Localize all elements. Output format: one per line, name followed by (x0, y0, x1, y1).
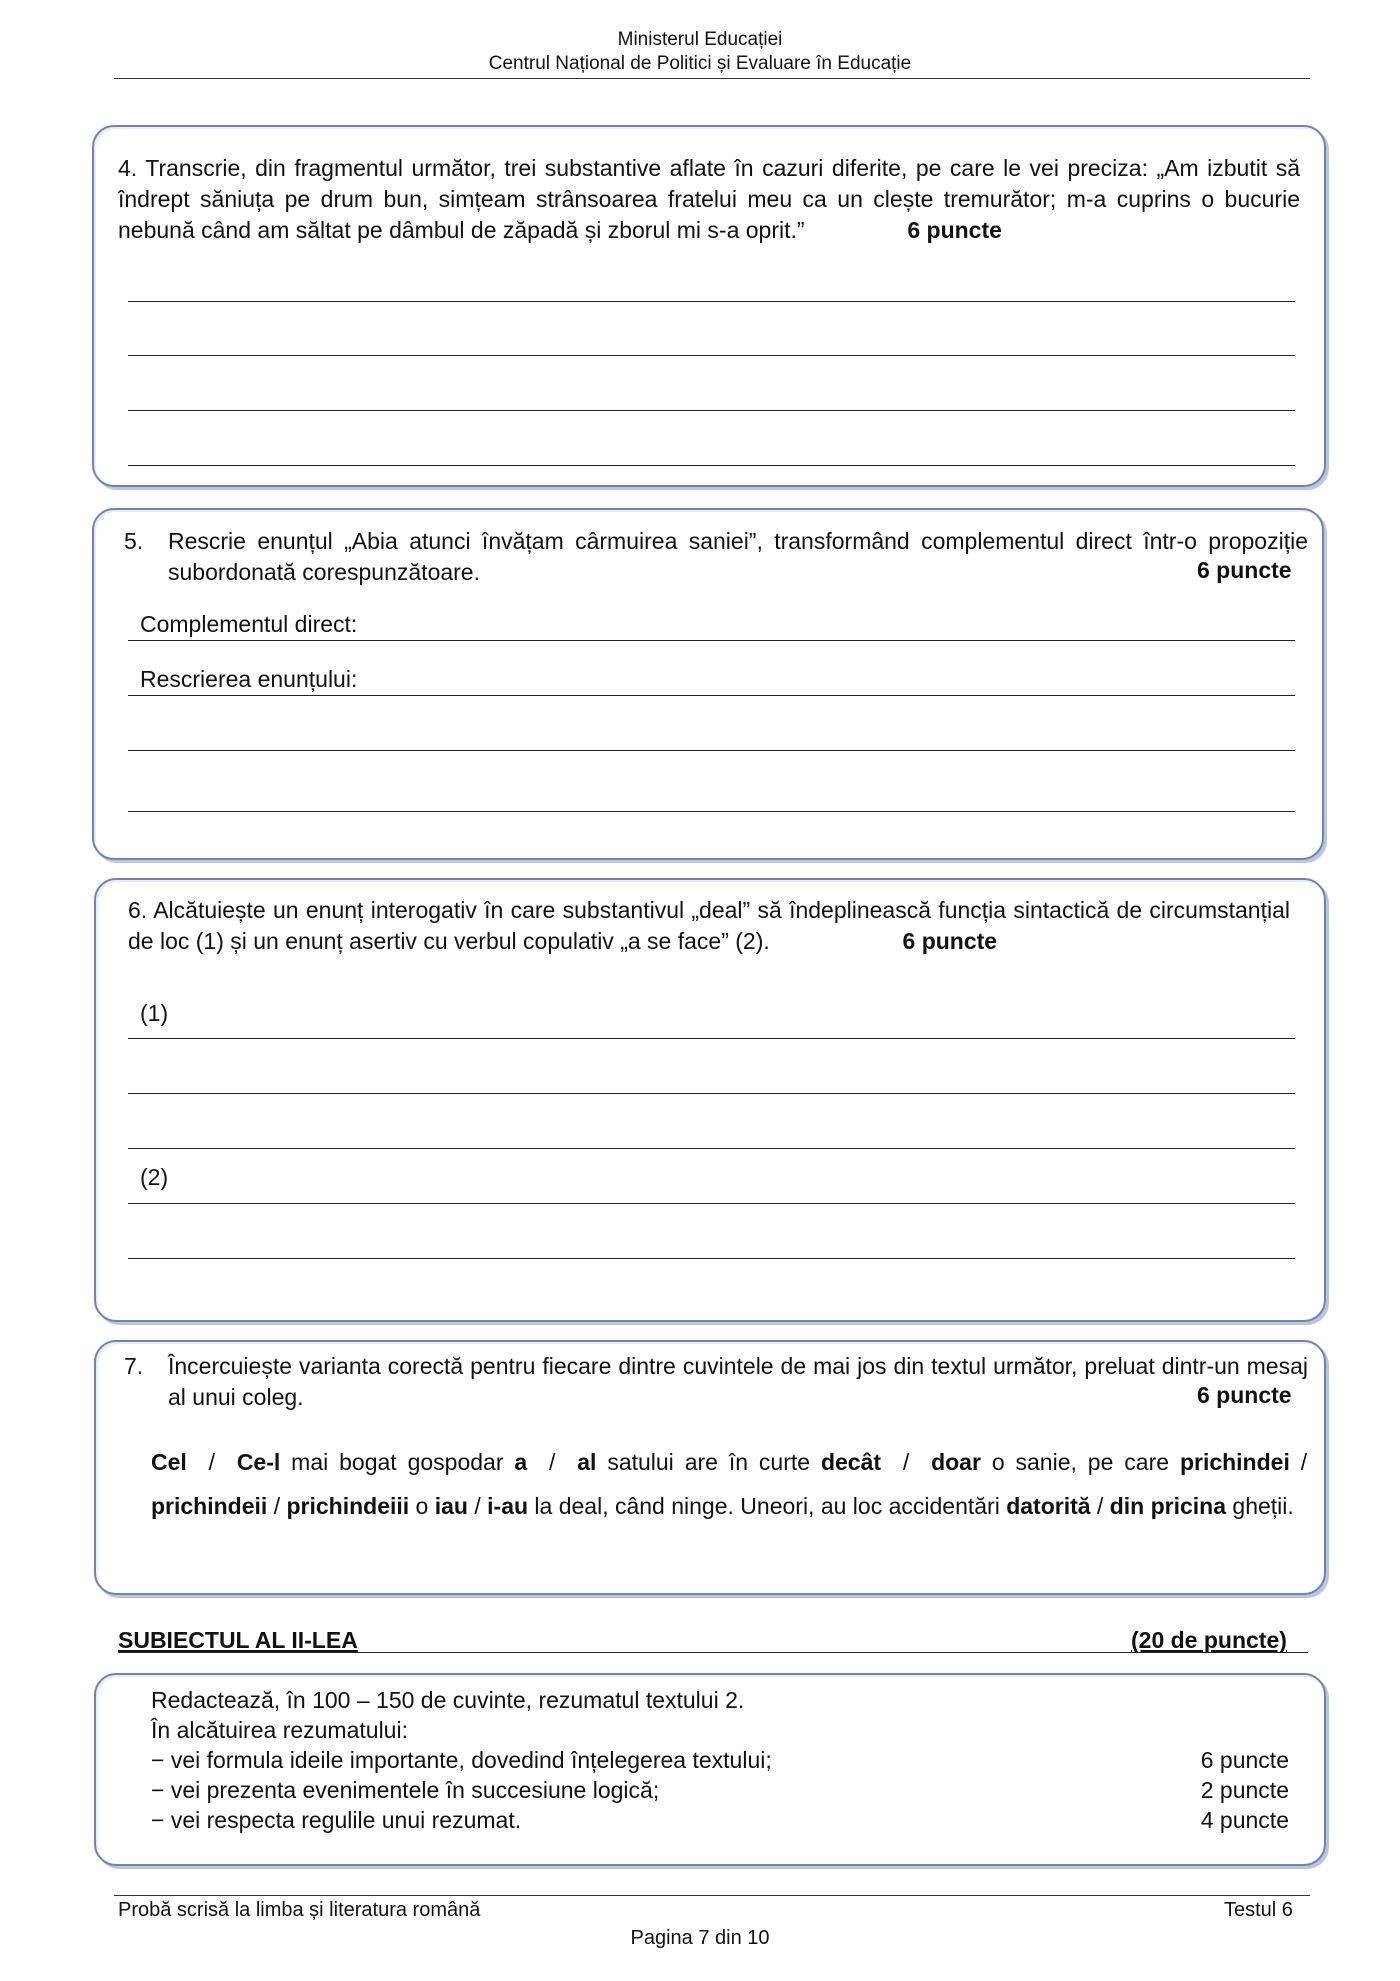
answer-line[interactable] (128, 1148, 1295, 1149)
choice-option[interactable]: a (514, 1449, 528, 1475)
choice-option[interactable]: iau (434, 1493, 468, 1519)
answer-line[interactable] (128, 410, 1295, 411)
answer-line[interactable] (128, 1093, 1295, 1094)
summary-task (151, 1685, 1289, 1835)
answer-line[interactable] (128, 1258, 1295, 1259)
answer-line[interactable] (128, 301, 1295, 302)
choice-option[interactable]: prichindeiii (286, 1493, 410, 1519)
question-4-text: 4. Transcrie, din fragmentul următor, trei substantive aflate în cazuri diferite, pe care le vei preciza: „Am izbutit să îndrept săniuța pe drum bun, simțeam strânsoarea fratelui meu ca un clește tremurător; m-a cuprins o bucurie nebună când am săltat pe dâmbul de zăpadă și zborul mi s-a oprit.” 6 puncte (118, 155, 1300, 243)
question-5-points: 6 puncte (1197, 557, 1292, 583)
choice-option[interactable]: prichindeii (151, 1493, 268, 1519)
choice-option[interactable]: i-au (487, 1493, 529, 1519)
choice-passage: Cel / Ce-l mai bogat gospodar a / al satului are în curte decât / doar o sanie, pe care prichindei / prichindeii / prichindeiii o iau / i-au la deal, când ninge. Uneori, au loc accidentări datorită / din pricina gheții. (151, 1449, 1308, 1519)
requirement-points: 2 puncte (1200, 1777, 1289, 1803)
answer-line[interactable] (128, 695, 1295, 696)
footer-rule (114, 1895, 1310, 1896)
question-7-number: 7. (124, 1353, 144, 1379)
requirement-points: 6 puncte (1200, 1747, 1289, 1773)
question-6-points: 6 puncte (902, 928, 998, 954)
rewrite-label: Rescrierea enunțului: (140, 666, 358, 692)
requirement-item: − vei respecta regulile unui rezumat. 4 puncte (151, 1807, 1289, 1833)
subject-2-points: (20 de puncte) (1131, 1627, 1287, 1653)
choice-option[interactable]: din pricina (1109, 1493, 1227, 1519)
choice-option[interactable]: doar (931, 1449, 981, 1475)
answer-line[interactable] (128, 1038, 1295, 1039)
answer-line[interactable] (128, 465, 1295, 466)
requirement-item: − vei formula ideile importante, dovedind înțelegerea textului; 6 puncte (151, 1747, 1289, 1773)
direct-object-label: Complementul direct: (140, 611, 358, 637)
center-name: Centrul Național de Politici și Evaluare în Educație (488, 53, 912, 74)
question-7-points: 6 puncte (1197, 1382, 1292, 1408)
choice-option[interactable]: datorită (1006, 1493, 1091, 1519)
choice-option[interactable]: decât (820, 1449, 882, 1475)
question-6-text: 6. Alcătuiește un enunț interogativ în care substantivul „deal” să îndeplinească funcția sintactică de circumstanțial de loc (1) și un enunț asertiv cu verbul copulativ „a se face” (2). 6 puncte (128, 897, 1290, 954)
page-header (0, 28, 1400, 76)
choice-option[interactable]: Cel (151, 1449, 187, 1475)
summary-instruction: Redactează, în 100 – 150 de cuvinte, rezumatul textului 2. (151, 1687, 745, 1713)
requirement-item: − vei prezenta evenimentele în succesiune logică; 2 puncte (151, 1777, 1289, 1803)
footer-test-number: Testul 6 (1224, 1899, 1293, 1921)
question-4-points: 6 puncte (907, 217, 1002, 243)
choice-option[interactable]: Ce-l (236, 1449, 281, 1475)
ministry-name: Ministerul Educației (617, 29, 783, 50)
footer-page-number: Pagina 7 din 10 (630, 1927, 770, 1949)
item-2-label: (2) (140, 1164, 169, 1190)
requirement-points: 4 puncte (1200, 1807, 1289, 1833)
footer-exam-name: Probă scrisă la limba și literatura română (118, 1899, 481, 1921)
answer-line[interactable] (128, 640, 1295, 641)
answer-line[interactable] (128, 811, 1295, 812)
item-1-label: (1) (140, 1000, 169, 1026)
question-5-text: Rescrie enunțul „Abia atunci învățam cârmuirea saniei”, transformând complementul direct într-o propoziție subordonată corespunzătoare. (168, 528, 1308, 585)
question-5-number: 5. (124, 528, 144, 554)
header-rule (114, 78, 1310, 79)
choice-option[interactable]: prichindei (1179, 1449, 1290, 1475)
answer-line[interactable] (128, 750, 1295, 751)
subject-2-underline (118, 1652, 1308, 1653)
choice-option[interactable]: al (577, 1449, 597, 1475)
subject-2-title: SUBIECTUL AL II-LEA (118, 1627, 358, 1653)
question-7-text: Încercuiește varianta corectă pentru fiecare dintre cuvintele de mai jos din textul următor, preluat dintr-un mesaj al unui coleg. (168, 1353, 1308, 1410)
summary-requirements-intro: În alcătuirea rezumatului: (151, 1717, 408, 1743)
answer-line[interactable] (128, 355, 1295, 356)
answer-line[interactable] (128, 1203, 1295, 1204)
